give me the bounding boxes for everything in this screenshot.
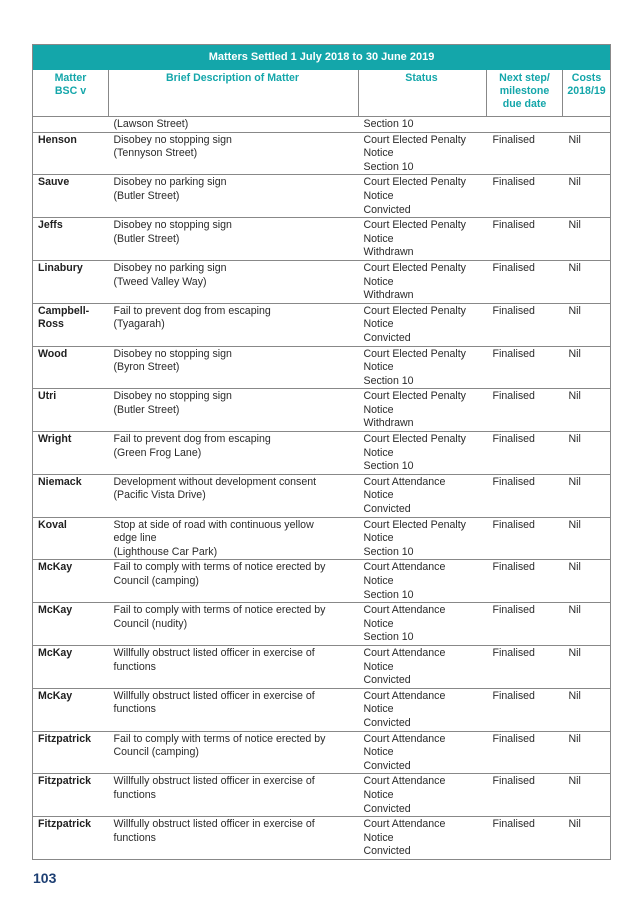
status-line: Notice — [363, 275, 394, 288]
matter-next-step: Finalised — [487, 645, 563, 688]
matter-name: Koval — [33, 517, 109, 560]
status-line: Court Attendance — [363, 646, 446, 659]
matter-description — [109, 389, 359, 432]
status-line: Notice — [363, 831, 394, 844]
status-line: Court Elected Penalty — [363, 219, 466, 232]
description-line: Fail to prevent dog from escaping — [113, 304, 271, 317]
description-line: functions — [113, 788, 156, 801]
matter-status — [359, 645, 487, 688]
table-row — [33, 731, 611, 774]
header-costs — [563, 70, 611, 117]
matter-status — [359, 117, 487, 133]
page-number: 103 — [33, 870, 57, 886]
status-line: Notice — [363, 403, 394, 416]
description-line: Disobey no stopping sign — [113, 390, 232, 403]
matter-description — [109, 774, 359, 817]
matter-description — [109, 645, 359, 688]
matter-next-step: Finalised — [487, 132, 563, 175]
description-line: Council (nudity) — [113, 617, 188, 630]
matter-name — [33, 117, 109, 133]
status-line: Section 10 — [363, 588, 414, 601]
matter-next-step: Finalised — [487, 517, 563, 560]
description-line: (Lighthouse Car Park) — [113, 545, 218, 558]
description-line: Disobey no stopping sign — [113, 347, 232, 360]
description-line: Willfully obstruct listed officer in exercise of — [113, 689, 315, 702]
description-line: Willfully obstruct listed officer in exercise of — [113, 646, 315, 659]
table-row — [33, 346, 611, 389]
description-line: functions — [113, 831, 156, 844]
status-line: Court Attendance — [363, 475, 446, 488]
status-line: Notice — [363, 660, 394, 673]
matter-name: Henson — [33, 132, 109, 175]
table-row — [33, 774, 611, 817]
matter-status — [359, 517, 487, 560]
status-line: Notice — [363, 532, 394, 545]
matter-costs: Nil — [563, 817, 611, 860]
header-next-step-line: due date — [502, 98, 547, 111]
status-line: Court Elected Penalty — [363, 433, 466, 446]
matter-costs: Nil — [563, 603, 611, 646]
header-next-step-line: milestone — [499, 85, 550, 98]
matter-next-step: Finalised — [487, 560, 563, 603]
description-line: edge line — [113, 532, 157, 545]
description-line: Fail to comply with terms of notice erected by — [113, 604, 326, 617]
header-next-step-line: Next step/ — [499, 72, 550, 84]
matter-status — [359, 474, 487, 517]
status-line: Convicted — [363, 759, 411, 772]
header-costs-line: Costs — [571, 72, 602, 84]
status-line: Court Attendance — [363, 775, 446, 788]
description-line: Disobey no stopping sign — [113, 219, 232, 232]
status-line: Court Attendance — [363, 561, 446, 574]
status-line: Court Elected Penalty — [363, 176, 466, 189]
table-row — [33, 117, 611, 133]
status-line: Convicted — [363, 503, 411, 516]
matter-status — [359, 132, 487, 175]
matter-description — [109, 432, 359, 475]
matter-next-step: Finalised — [487, 346, 563, 389]
status-line: Court Elected Penalty — [363, 390, 466, 403]
description-line: Willfully obstruct listed officer in exercise of — [113, 818, 315, 831]
status-line: Withdrawn — [363, 417, 414, 430]
matter-name: McKay — [33, 688, 109, 731]
status-line: Section 10 — [363, 118, 414, 130]
status-line: Withdrawn — [363, 289, 414, 302]
matter-next-step: Finalised — [487, 260, 563, 303]
matter-name: Sauve — [33, 175, 109, 218]
description-line: (Lawson Street) — [113, 118, 189, 130]
matter-description — [109, 218, 359, 261]
matter-description — [109, 688, 359, 731]
matter-description — [109, 817, 359, 860]
header-next-step — [487, 70, 563, 117]
matter-next-step — [487, 117, 563, 133]
matter-costs: Nil — [563, 645, 611, 688]
matter-name: McKay — [33, 560, 109, 603]
description-line: Council (camping) — [113, 575, 199, 587]
status-line: Notice — [363, 788, 394, 801]
description-line: Fail to comply with terms of notice erected by — [113, 561, 326, 574]
matter-description — [109, 117, 359, 133]
description-line: Council (camping) — [113, 746, 199, 759]
matter-costs — [563, 117, 611, 133]
matter-costs: Nil — [563, 774, 611, 817]
header-costs-line: 2018/19 — [567, 85, 606, 98]
table-row — [33, 303, 611, 346]
status-line: Notice — [363, 232, 394, 245]
matter-next-step: Finalised — [487, 389, 563, 432]
matter-description — [109, 132, 359, 175]
table-row — [33, 603, 611, 646]
status-line: Section 10 — [363, 374, 414, 387]
matter-name: Fitzpatrick — [33, 774, 109, 817]
matter-description — [109, 303, 359, 346]
matter-status — [359, 175, 487, 218]
matter-name: Fitzpatrick — [33, 817, 109, 860]
matter-costs: Nil — [563, 389, 611, 432]
status-line: Notice — [363, 575, 394, 587]
description-line: (Tweed Valley Way) — [113, 275, 207, 288]
table-body — [33, 117, 611, 860]
status-line: Notice — [363, 361, 394, 374]
table-row — [33, 260, 611, 303]
status-line: Convicted — [363, 802, 411, 815]
table-row — [33, 560, 611, 603]
matter-next-step: Finalised — [487, 603, 563, 646]
matter-name: McKay — [33, 603, 109, 646]
status-line: Notice — [363, 489, 394, 502]
status-line: Section 10 — [363, 160, 414, 173]
table-row — [33, 688, 611, 731]
matter-status — [359, 346, 487, 389]
description-line: Stop at side of road with continuous yellow — [113, 518, 314, 531]
status-line: Court Attendance — [363, 689, 446, 702]
description-line: Disobey no parking sign — [113, 176, 227, 189]
table-row — [33, 389, 611, 432]
status-line: Section 10 — [363, 460, 414, 473]
status-line: Court Attendance — [363, 604, 446, 617]
description-line: (Green Frog Lane) — [113, 446, 202, 459]
matter-costs: Nil — [563, 260, 611, 303]
matter-next-step: Finalised — [487, 731, 563, 774]
status-line: Court Elected Penalty — [363, 518, 466, 531]
description-line: Disobey no parking sign — [113, 261, 227, 274]
matter-description — [109, 175, 359, 218]
status-line: Convicted — [363, 845, 411, 858]
table-row — [33, 132, 611, 175]
status-line: Notice — [363, 703, 394, 716]
matter-next-step: Finalised — [487, 432, 563, 475]
matter-status — [359, 774, 487, 817]
matter-description — [109, 560, 359, 603]
table-header-row — [33, 70, 611, 117]
status-line: Court Elected Penalty — [363, 347, 466, 360]
matters-table — [32, 44, 611, 860]
matter-description — [109, 603, 359, 646]
matter-name: Utri — [33, 389, 109, 432]
table-row — [33, 175, 611, 218]
description-line: (Tennyson Street) — [113, 147, 198, 160]
matter-costs: Nil — [563, 132, 611, 175]
description-line: functions — [113, 703, 156, 716]
description-line: functions — [113, 660, 156, 673]
matter-name: Campbell-Ross — [33, 303, 109, 346]
matter-costs: Nil — [563, 731, 611, 774]
matter-next-step: Finalised — [487, 218, 563, 261]
matter-costs: Nil — [563, 560, 611, 603]
matter-description — [109, 517, 359, 560]
matter-name: McKay — [33, 645, 109, 688]
status-line: Notice — [363, 617, 394, 630]
matter-status — [359, 817, 487, 860]
matter-next-step: Finalised — [487, 688, 563, 731]
table-title: Matters Settled 1 July 2018 to 30 June 2019 — [33, 45, 611, 71]
matter-next-step: Finalised — [487, 817, 563, 860]
description-line: (Tyagarah) — [113, 318, 165, 331]
description-line: Disobey no stopping sign — [113, 133, 232, 146]
status-line: Convicted — [363, 674, 411, 687]
header-description-line: Brief Description of Matter — [165, 72, 300, 84]
description-line: Fail to prevent dog from escaping — [113, 433, 271, 446]
matter-costs: Nil — [563, 517, 611, 560]
matter-next-step: Finalised — [487, 474, 563, 517]
header-matter — [33, 70, 109, 117]
matter-name: Fitzpatrick — [33, 731, 109, 774]
status-line: Court Elected Penalty — [363, 304, 466, 317]
status-line: Notice — [363, 446, 394, 459]
table-row — [33, 645, 611, 688]
matter-costs: Nil — [563, 688, 611, 731]
description-line: Willfully obstruct listed officer in exercise of — [113, 775, 315, 788]
matter-status — [359, 218, 487, 261]
status-line: Convicted — [363, 331, 411, 344]
header-status — [359, 70, 487, 117]
matter-costs: Nil — [563, 175, 611, 218]
matter-next-step: Finalised — [487, 303, 563, 346]
table-row — [33, 474, 611, 517]
matter-name: Wood — [33, 346, 109, 389]
matter-description — [109, 346, 359, 389]
matter-status — [359, 432, 487, 475]
status-line: Withdrawn — [363, 246, 414, 259]
table-row — [33, 432, 611, 475]
status-line: Notice — [363, 189, 394, 202]
matter-next-step: Finalised — [487, 774, 563, 817]
matter-name: Linabury — [33, 260, 109, 303]
matter-costs: Nil — [563, 432, 611, 475]
status-line: Notice — [363, 147, 394, 160]
matter-costs: Nil — [563, 474, 611, 517]
matter-status — [359, 560, 487, 603]
matter-description — [109, 474, 359, 517]
description-line: (Byron Street) — [113, 361, 180, 374]
matter-description — [109, 731, 359, 774]
status-line: Section 10 — [363, 631, 414, 644]
status-line: Court Attendance — [363, 732, 446, 745]
status-line: Convicted — [363, 716, 411, 729]
header-matter-line: BSC v — [54, 85, 87, 98]
status-line: Court Elected Penalty — [363, 261, 466, 274]
matter-status — [359, 303, 487, 346]
header-description — [109, 70, 359, 117]
matter-name: Niemack — [33, 474, 109, 517]
description-line: (Butler Street) — [113, 189, 180, 202]
status-line: Notice — [363, 318, 394, 331]
header-status-line: Status — [405, 72, 438, 84]
matter-next-step: Finalised — [487, 175, 563, 218]
matter-status — [359, 603, 487, 646]
matter-name: Wright — [33, 432, 109, 475]
matter-status — [359, 260, 487, 303]
description-line: (Butler Street) — [113, 232, 180, 245]
status-line: Court Elected Penalty — [363, 133, 466, 146]
table-row — [33, 517, 611, 560]
matter-costs: Nil — [563, 218, 611, 261]
status-line: Section 10 — [363, 545, 414, 558]
status-line: Convicted — [363, 203, 411, 216]
description-line: (Pacific Vista Drive) — [113, 489, 206, 502]
status-line: Court Attendance — [363, 818, 446, 831]
table-row — [33, 218, 611, 261]
matter-description — [109, 260, 359, 303]
matter-status — [359, 731, 487, 774]
matter-status — [359, 389, 487, 432]
table-row — [33, 817, 611, 860]
matter-costs: Nil — [563, 346, 611, 389]
description-line: (Butler Street) — [113, 403, 180, 416]
matter-status — [359, 688, 487, 731]
matter-costs: Nil — [563, 303, 611, 346]
header-matter-line: Matter — [54, 72, 87, 84]
status-line: Notice — [363, 746, 394, 759]
description-line: Fail to comply with terms of notice erected by — [113, 732, 326, 745]
matter-name: Jeffs — [33, 218, 109, 261]
description-line: Development without development consent — [113, 475, 317, 488]
